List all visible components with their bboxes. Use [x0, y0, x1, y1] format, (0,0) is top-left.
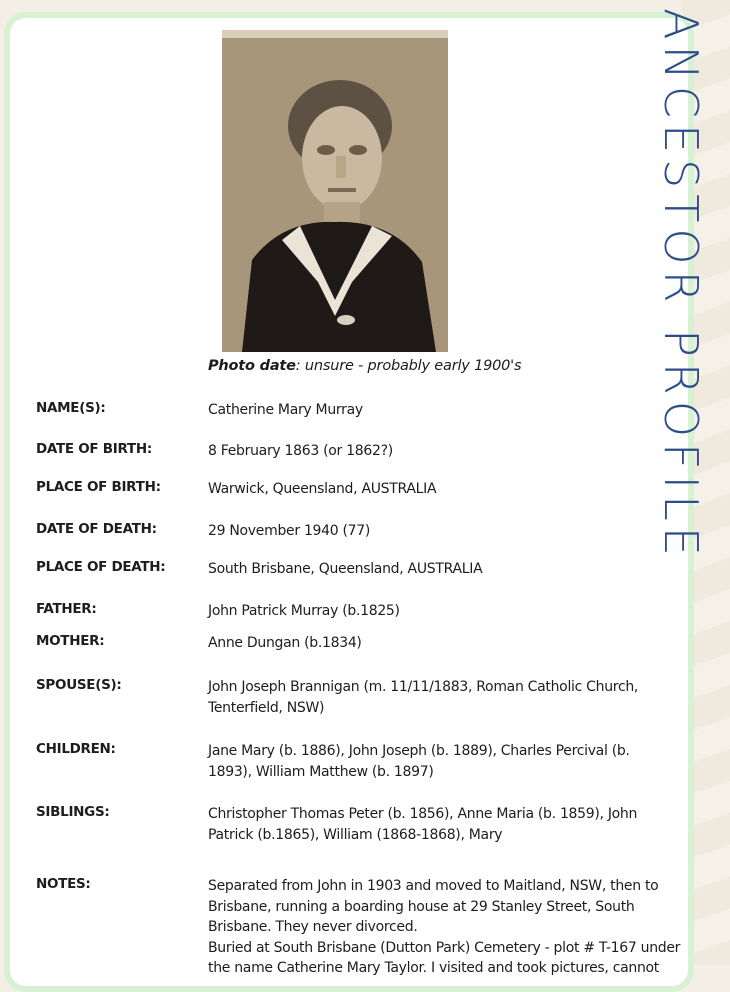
- field-line: Catherine Mary Murray: [208, 402, 363, 418]
- field-line: Patrick (b.1865), William (1868-1868), Mary: [208, 826, 503, 843]
- field-line: the name Catherine Mary Taylor. I visited and took pictures, cannot: [208, 960, 659, 976]
- field-line: 29 November 1940 (77): [208, 523, 371, 539]
- field-line: Separated from John in 1903 and moved to Maitland, NSW, then to: [208, 878, 659, 894]
- field-label: SPOUSE(S):: [36, 677, 122, 693]
- field-label: NOTES:: [36, 876, 91, 892]
- field-label: NAME(S):: [36, 400, 106, 416]
- field-value: [208, 876, 688, 979]
- photo-caption-text: : unsure - probably early 1900's: [295, 358, 522, 374]
- profile-card: [4, 8, 708, 992]
- field-line: 1893), William Matthew (b. 1897): [208, 763, 434, 780]
- field-value: [208, 400, 688, 421]
- field-line: Anne Dungan (b.1834): [208, 635, 362, 651]
- field-line: John Joseph Brannigan (m. 11/11/1883, Roman Catholic Church,: [208, 679, 639, 695]
- field-line: Brisbane. They never divorced.: [208, 919, 418, 935]
- field-line: Christopher Thomas Peter (b. 1856), Anne Maria (b. 1859), John: [208, 806, 638, 822]
- vertical-title: [650, 8, 708, 562]
- photo-caption: [208, 358, 521, 374]
- field-value: [208, 804, 688, 845]
- field-value: [208, 441, 688, 462]
- field-label: DATE OF DEATH:: [36, 521, 157, 537]
- field-value: [208, 633, 688, 654]
- field-line: Buried at South Brisbane (Dutton Park) Cemetery - plot # T-167 under: [208, 939, 681, 956]
- field-value: [208, 479, 688, 500]
- field-line: Warwick, Queensland, AUSTRALIA: [208, 481, 437, 497]
- field-line: South Brisbane, Queensland, AUSTRALIA: [208, 561, 483, 577]
- field-label: PLACE OF BIRTH:: [36, 479, 161, 495]
- field-value: [208, 521, 688, 542]
- field-label: DATE OF BIRTH:: [36, 441, 152, 457]
- field-line: Tenterfield, NSW): [208, 699, 325, 716]
- field-label: MOTHER:: [36, 633, 105, 649]
- field-value: [208, 559, 688, 580]
- field-label: PLACE OF DEATH:: [36, 559, 166, 575]
- field-line: John Patrick Murray (b.1825): [208, 603, 400, 619]
- ancestor-photo: [222, 30, 448, 352]
- field-value: [208, 741, 688, 782]
- photo-caption-label: Photo date: [208, 358, 296, 374]
- field-label: CHILDREN:: [36, 741, 116, 757]
- field-value: [208, 601, 688, 622]
- field-line: Jane Mary (b. 1886), John Joseph (b. 1889), Charles Percival (b.: [208, 743, 630, 759]
- field-label: FATHER:: [36, 601, 97, 617]
- field-line: Brisbane, running a boarding house at 29 Stanley Street, South: [208, 898, 635, 915]
- field-value: [208, 677, 688, 718]
- field-label: SIBLINGS:: [36, 804, 110, 820]
- vertical-title-text: ANCESTOR PROFILE: [654, 8, 708, 562]
- field-line: 8 February 1863 (or 1862?): [208, 443, 393, 459]
